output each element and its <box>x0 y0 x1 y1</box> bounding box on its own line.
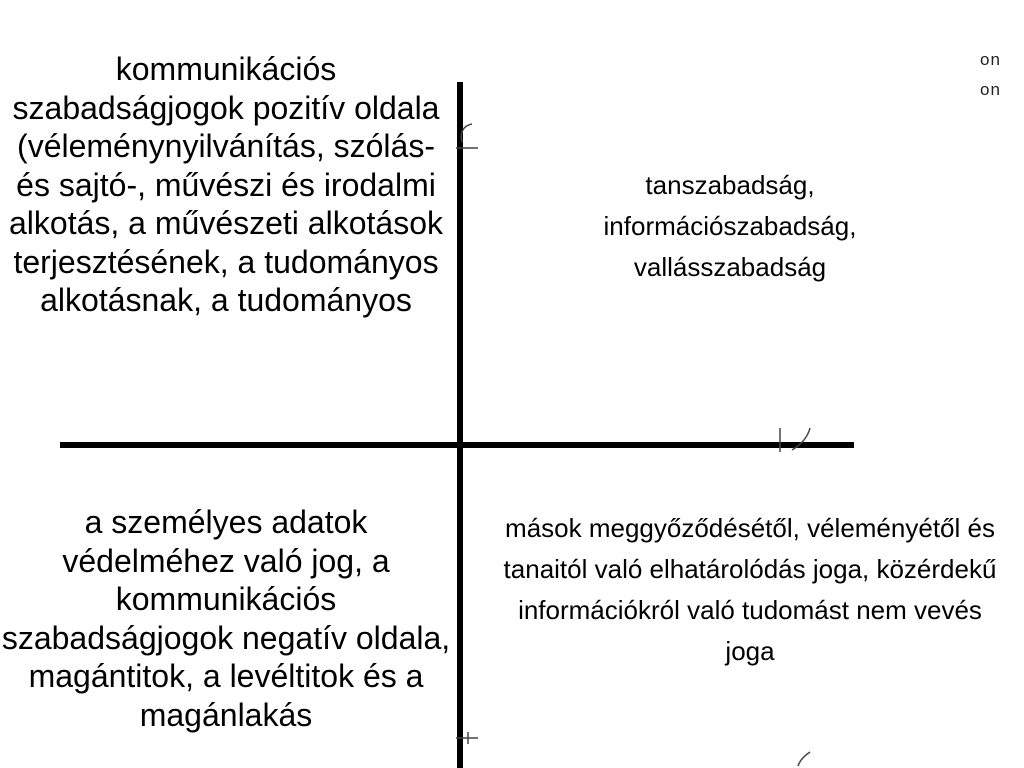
quadrant-top-right-text: tanszabadság, információszabadság, vallásszabadság <box>603 170 857 282</box>
arc-mark-bottom-right <box>790 750 814 768</box>
quadrant-bottom-left-text: a személyes adatok védelméhez való jog, a kommunikációs szabadságjogok negatív oldala, magántitok, a levéltitok és a magánlakás <box>1 504 451 733</box>
quadrant-bottom-right-text: mások meggyőződésétől, véleményétől és tanaitól való elhatárolódás joga, közérdekű információkról való tudomást nem vevés joga <box>503 513 997 666</box>
tick-mark-bottom <box>452 728 482 748</box>
arc-mark-top <box>452 120 482 152</box>
quadrant-top-left-text: kommunikációs szabadságjogok pozitív oldala (véleménynyilvánítás, szólás- és sajtó-, művészi és irodalmi alkotás, a művészeti alkotások terjesztésének, a tudományos alkotásnak, a tudományos <box>9 51 443 318</box>
corner-text-fragment <box>980 45 1024 105</box>
corner-fragment-line-2: on <box>980 80 1001 99</box>
corner-fragment-line-1: on <box>980 50 1001 69</box>
arc-mark-right <box>772 424 816 456</box>
horizontal-axis <box>60 442 854 448</box>
vertical-axis <box>457 82 463 768</box>
